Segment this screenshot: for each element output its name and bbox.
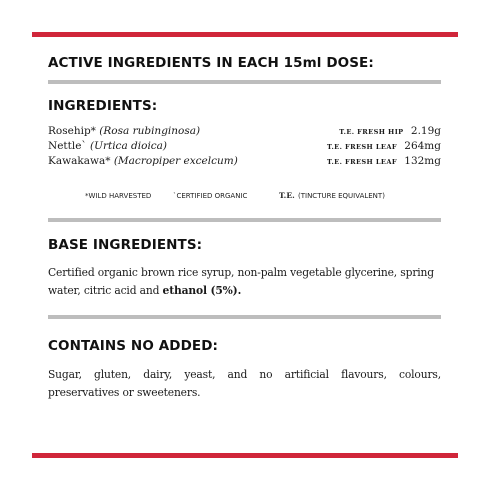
- ingredient-latin: (Rosa rubinginosa): [99, 125, 201, 137]
- divider-3: [48, 315, 441, 319]
- ingredient-amount: 264mg: [404, 140, 441, 152]
- active-ingredients-heading: ACTIVE INGREDIENTS IN EACH 15ml DOSE:: [48, 55, 374, 71]
- ingredient-row: [48, 154, 441, 168]
- ingredient-name: Rosehip*: [48, 125, 96, 137]
- ingredient-row: [48, 139, 441, 153]
- ingredient-te: T.E. FRESH LEAF: [327, 143, 397, 151]
- contains-no-added-text: Sugar, gluten, dairy, yeast, and no artificial flavours, colours, preservatives or sweeteners.: [48, 368, 441, 399]
- ingredient-name: Kawakawa*: [48, 155, 111, 167]
- base-ingredients-heading: BASE INGREDIENTS:: [48, 237, 203, 253]
- base-ingredients-ethanol: ethanol (5%).: [162, 284, 242, 297]
- legend-te-abbr: T.E.: [279, 191, 295, 200]
- divider-2: [48, 218, 441, 222]
- top-red-rule: [32, 32, 458, 37]
- ingredient-te: T.E. FRESH LEAF: [327, 158, 397, 166]
- legend-tincture-equivalent: (TINCTURE EQUIVALENT): [298, 192, 385, 200]
- ingredient-name: Nettle`: [48, 140, 87, 152]
- ingredient-te: T.E. FRESH HIP: [339, 128, 404, 136]
- ingredient-row: [48, 124, 441, 138]
- contains-no-added-heading: CONTAINS NO ADDED:: [48, 338, 218, 354]
- ingredient-amount: 2.19g: [410, 125, 441, 137]
- ingredient-latin: (Urtica dioica): [90, 140, 168, 152]
- ingredient-amount: 132mg: [404, 155, 441, 167]
- ingredients-heading: INGREDIENTS:: [48, 98, 158, 114]
- ingredient-latin: (Macropiper excelcum): [113, 155, 238, 167]
- base-ingredients-body: Certified organic brown rice syrup, non-palm vegetable glycerine, spring water, citric acid and: [48, 266, 434, 297]
- legend-certified-organic: `CERTIFIED ORGANIC: [173, 192, 248, 200]
- bottom-red-rule: [32, 453, 458, 458]
- legend-wild-harvested: *WILD HARVESTED: [85, 192, 152, 200]
- base-ingredients-text: [48, 264, 441, 300]
- legend: [48, 190, 441, 202]
- divider-1: [48, 80, 441, 84]
